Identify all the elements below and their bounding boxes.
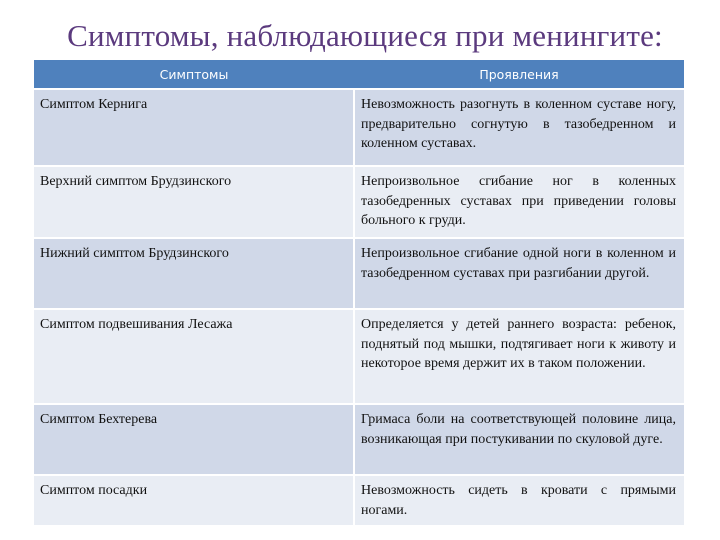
slide-title: Симптомы, наблюдающиеся при менингите: xyxy=(67,18,663,53)
symptom-cell: Симптом посадки xyxy=(34,475,354,526)
manifestation-cell: Определяется у детей раннего возраста: ребенок, поднятый под мышки, подтягивает ноги к животу и некоторое время держит их в таком положении. xyxy=(354,309,684,404)
manifestation-cell: Непроизвольное сгибание одной ноги в коленном и тазобедренном суставах при разгибании другой. xyxy=(354,238,684,309)
table-row xyxy=(34,309,684,404)
manifestation-cell: Непроизвольное сгибание ног в коленных тазобедренных суставах при приведении головы больного к груди. xyxy=(354,166,684,238)
symptoms-table xyxy=(34,60,684,527)
header-symptoms: Симптомы xyxy=(34,60,354,89)
table-row xyxy=(34,166,684,238)
symptom-cell: Нижний симптом Брудзинского xyxy=(34,238,354,309)
table-row xyxy=(34,238,684,309)
table-row xyxy=(34,404,684,475)
manifestation-cell: Гримаса боли на соответствующей половине лица, возникающая при постукивании по скуловой дуге. xyxy=(354,404,684,475)
symptom-cell: Симптом подвешивания Лесажа xyxy=(34,309,354,404)
manifestation-cell: Невозможность разогнуть в коленном суставе ногу, предварительно согнутую в тазобедренном и коленном суставах. xyxy=(354,89,684,166)
header-manifestations: Проявления xyxy=(354,60,684,89)
symptom-cell: Верхний симптом Брудзинского xyxy=(34,166,354,238)
manifestation-cell: Невозможность сидеть в кровати с прямыми ногами. xyxy=(354,475,684,526)
table-row xyxy=(34,89,684,166)
table-row xyxy=(34,475,684,526)
symptoms-table-container xyxy=(34,60,684,527)
symptom-cell: Симптом Кернига xyxy=(34,89,354,166)
symptom-cell: Симптом Бехтерева xyxy=(34,404,354,475)
table-header-row xyxy=(34,60,684,89)
